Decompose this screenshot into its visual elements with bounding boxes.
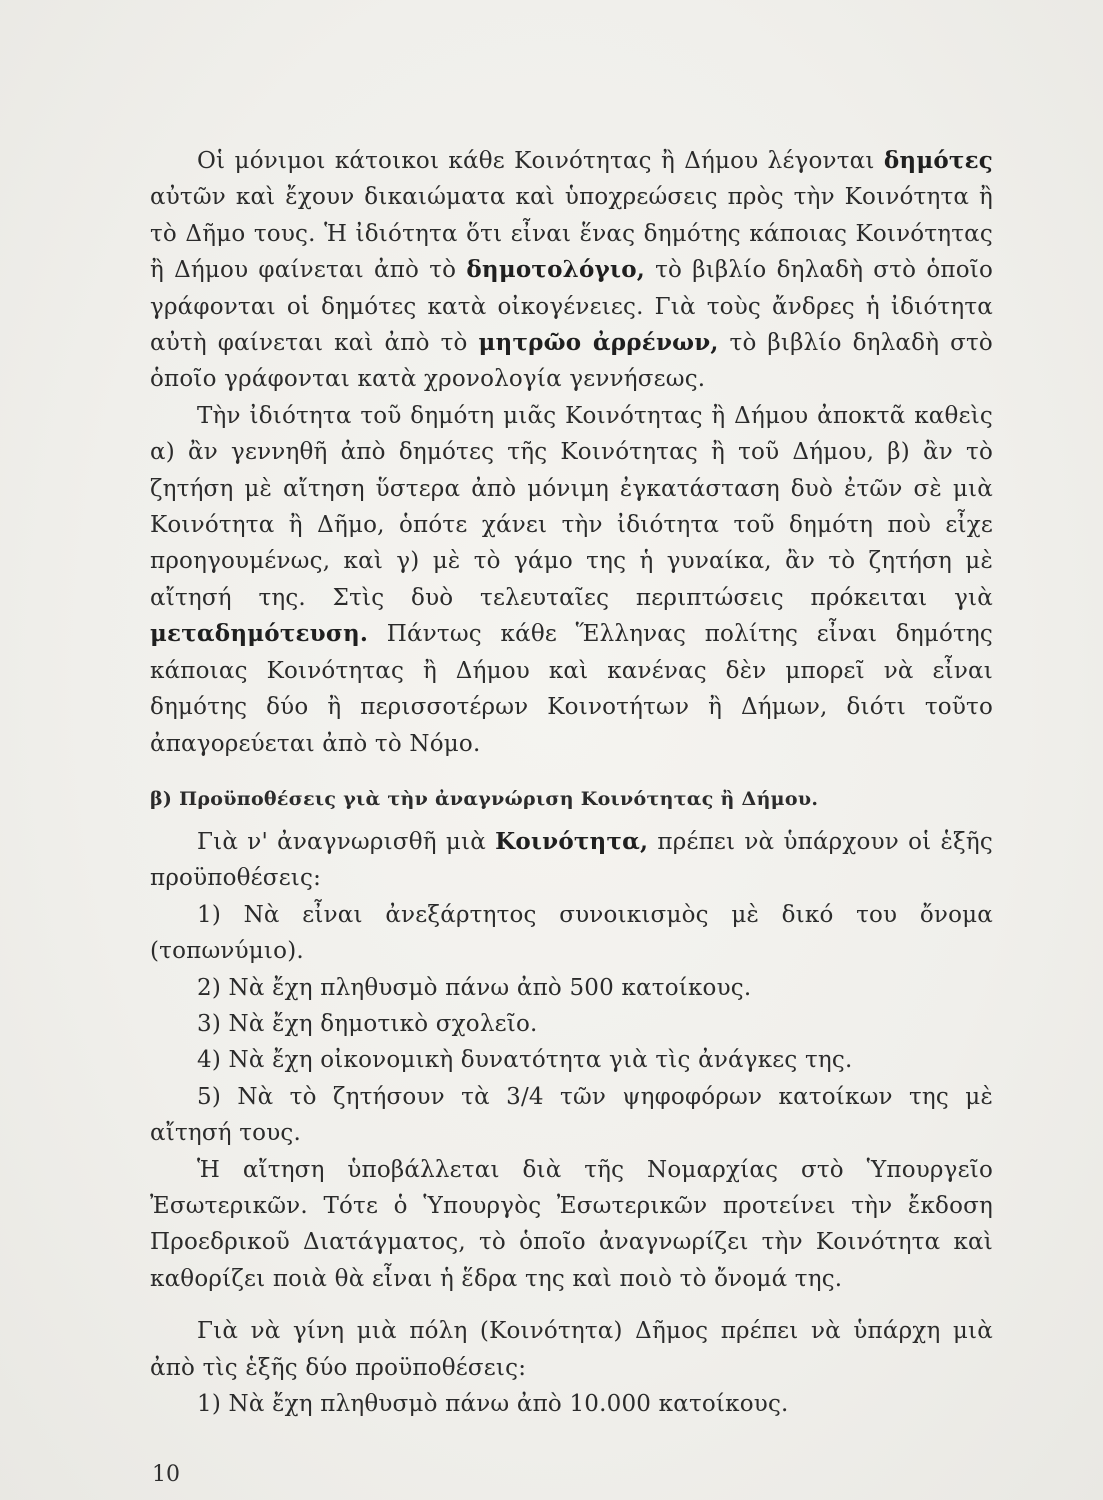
- bold-term-mitroo-arrenon: μητρῶο ἀρρένων,: [478, 329, 719, 357]
- condition-item: 2) Νὰ ἔχη πληθυσμὸ πάνω ἀπὸ 500 κατοίκους.: [197, 974, 752, 1001]
- condition-item: 3) Νὰ ἔχη δημοτικὸ σχολεῖο.: [197, 1010, 538, 1037]
- page-number: 10: [152, 1462, 180, 1487]
- body-text: [150, 143, 993, 1422]
- text-span: Τὴν ἰδιότητα τοῦ δημότη μιᾶς Κοινότητας ἢ Δήμου ἀποκτᾶ καθεὶς α) ἂν γεννηθῆ ἀπὸ δημότες τῆς Κοινότητας ἢ τοῦ Δήμου, β) ἂν τὸ ζητήση μὲ αἴτηση ὕστερα ἀπὸ μόνιμη ἐγκατάσταση δυὸ ἐτῶν σὲ μιὰ Κοινότητα ἢ Δῆμο, ὁπότε χάνει τὴν ἰδιότητα τοῦ δημότη ποὺ εἶχε προηγουμένως, καὶ γ) μὲ τὸ γάμο της ἡ γυναίκα, ἂν τὸ ζητήση μὲ αἴτησή της. Στὶς δυὸ τελευταῖες περιπτώσεις πρόκειται γιὰ: [150, 402, 993, 611]
- condition-item: 5) Νὰ τὸ ζητήσουν τὰ 3/4 τῶν ψηφοφόρων κατοίκων της μὲ αἴτησή τους.: [150, 1083, 993, 1147]
- paragraph-application: Ἡ αἴτηση ὑποβάλλεται διὰ τῆς Νομαρχίας στὸ Ὑπουργεῖο Ἐσωτερικῶν. Τότε ὁ Ὑπουργὸς Ἐσωτερικῶν προτείνει τὴν ἔκδοση Προεδρικοῦ Διατάγματος, τὸ ὁποῖο ἀναγνωρίζει τὴν Κοινότητα καὶ καθορίζει ποιὰ θὰ εἶναι ἡ ἕδρα της καὶ ποιὸ τὸ ὄνομά της.: [150, 1156, 993, 1292]
- paragraph-demotes: [150, 143, 993, 398]
- text-span: πρέπει νὰ ὑπάρχουν οἱ ἑξῆς προϋποθέσεις:: [150, 828, 993, 892]
- paragraph-conditions-intro: [150, 824, 993, 897]
- paragraph-gap: [150, 1297, 993, 1313]
- condition-item: 1) Νὰ εἶναι ἀνεξάρτητος συνοικισμὸς μὲ δικό του ὄνομα (τοπωνύμιο).: [150, 901, 993, 965]
- bold-term-koinotita: Κοινότητα,: [495, 827, 649, 855]
- condition-item: 4) Νὰ ἔχη οἰκονομικὴ δυνατότητα γιὰ τὶς ἀνάγκες της.: [197, 1047, 853, 1074]
- bold-term-demotologio: δημοτολόγιο,: [466, 256, 645, 284]
- text-span: αὐτῶν καὶ ἔχουν δικαιώματα καὶ ὑποχρεώσεις πρὸς τὴν Κοινότητα ἢ τὸ Δῆμο τους. Ἡ ἰδιότητα ὅτι εἶναι ἕνας δημότης κάποιας Κοινότητας ἢ Δήμου φαίνεται ἀπὸ τὸ: [150, 184, 993, 284]
- bold-term-demotes: δημότες: [883, 147, 993, 174]
- text-span: τὸ βιβλίο δηλαδὴ στὸ ὁποῖο γράφονται κατὰ χρονολογία γεννήσεως.: [150, 330, 993, 393]
- text-span: Γιὰ ν' ἀναγνωρισθῆ μιὰ: [197, 828, 496, 855]
- paragraph-dimos-conditions: Γιὰ νὰ γίνη μιὰ πόλη (Κοινότητα) Δῆμος πρέπει νὰ ὑπάρχη μιὰ ἀπὸ τὶς ἑξῆς δύο προϋποθέσεις:: [150, 1318, 993, 1381]
- text-span: τὸ βιβλίο δηλαδὴ στὸ ὁποῖο γράφονται οἱ δημότες κατὰ οἰκογένειες. Γιὰ τοὺς ἄνδρες ἡ ἰδιότητα αὐτὴ φαίνεται καὶ ἀπὸ τὸ: [150, 257, 994, 357]
- dimos-condition-item: 1) Νὰ ἔχη πληθυσμὸ πάνω ἀπὸ 10.000 κατοίκους.: [197, 1391, 789, 1417]
- text-span: Οἱ μόνιμοι κάτοικοι κάθε Κοινότητας ἢ Δήμου λέγονται: [197, 148, 884, 174]
- bold-term-metademoteusi: μεταδημότευση.: [150, 620, 369, 648]
- paragraph-acquisition: [150, 398, 993, 762]
- section-subheading: β) Προϋποθέσεις γιὰ τὴν ἀναγνώριση Κοινότητας ἢ Δήμου.: [150, 787, 819, 810]
- text-span: Πάντως κάθε Ἕλληνας πολίτης εἶναι δημότης κάποιας Κοινότητας ἢ Δήμου καὶ κανένας δὲν μπορεῖ νὰ εἶναι δημότης δύο ἢ περισσοτέρων Κοινοτήτων ἢ Δήμων, διότι τοῦτο ἀπαγορεύεται ἀπὸ τὸ Νόμο.: [150, 621, 993, 757]
